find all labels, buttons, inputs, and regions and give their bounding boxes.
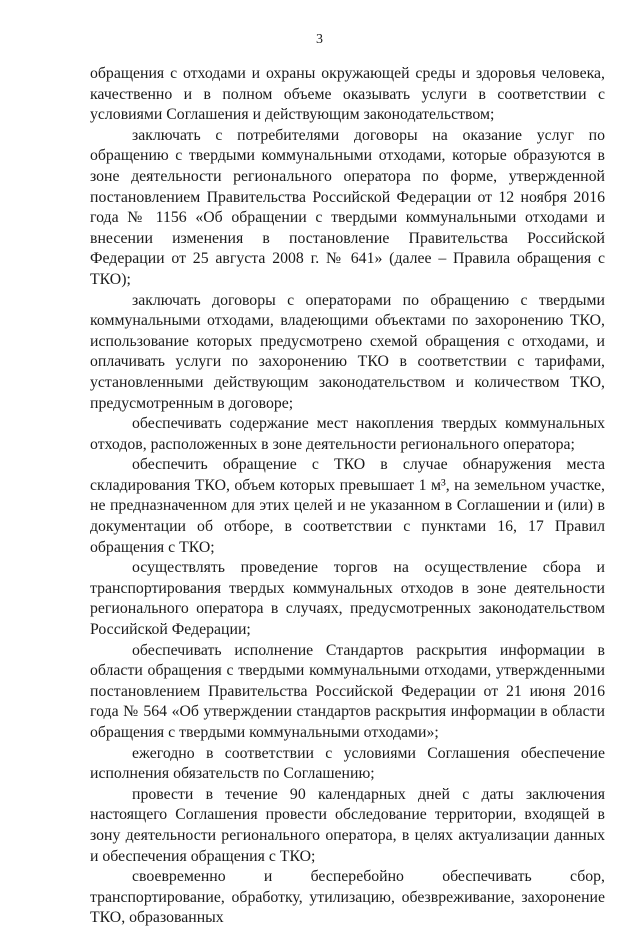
paragraph: обращения с отходами и охраны окружающей среды и здоровья человека, качественно и в полном объеме оказывать услуги в соответствии с условиями Соглашения и действующим законодательством;: [90, 65, 605, 124]
paragraph: обеспечивать исполнение Стандартов раскрытия информации в области обращения с твердыми коммунальными отходами, утвержденными постановлением Правительства Российской Федерации от 21 июня 2016 года № 564 «Об утверждении стандартов раскрытия информации в области обращения с твердыми коммунальными отходами»;: [90, 641, 605, 741]
paragraph: обеспечить обращение с ТКО в случае обнаружения места складирования ТКО, объем которых превышает 1 м³, на земельном участке, не предназначенном для этих целей и не указанном в Соглашении и (или) в документации об отборе, в соответствии с пунктами 16, 17 Правил обращения с ТКО;: [90, 456, 605, 556]
paragraph: заключать с потребителями договоры на оказание услуг по обращению с твердыми коммунальными отходами, которые образуются в зоне деятельности регионального оператора по форме, утвержденной постановлением Правительства Российской Федерации от 12 ноября 2016 года № 1156 «Об обращении с твердыми коммунальными отходами и внесении изменения в постановление Правительства Российской Федерации от 25 августа 2008 г. № 641» (далее – Правила обращения с ТКО);: [90, 126, 605, 288]
page-number: 3: [316, 32, 323, 47]
paragraph: ежегодно в соответствии с условиями Соглашения обеспечение исполнения обязательств по Соглашению;: [90, 744, 605, 783]
paragraph: своевременно и бесперебойно обеспечивать сбор, транспортирование, обработку, утилизацию, обезвреживание, захоронение ТКО, образованных: [90, 868, 605, 927]
paragraph: провести в течение 90 календарных дней с даты заключения настоящего Соглашения провести обследование территории, входящей в зону деятельности регионального оператора, в целях актуализации данных и обеспечения обращения с ТКО;: [90, 785, 605, 865]
paragraph: обеспечивать содержание мест накопления твердых коммунальных отходов, расположенных в зоне деятельности регионального оператора;: [90, 415, 605, 453]
paragraph: осуществлять проведение торгов на осуществление сбора и транспортирования твердых коммунальных отходов в зоне деятельности регионального оператора в случаях, предусмотренных законодательством Российской Федерации;: [90, 559, 605, 639]
paragraph: заключать договоры с операторами по обращению с твердыми коммунальными отходами, владеющими объектами по захоронению ТКО, использование которых предусмотрено схемой обращения с отходами, и оплачивать услуги по захоронению ТКО в соответствии с тарифами, установленными действующим законодательством и количеством ТКО, предусмотренным в договоре;: [90, 291, 605, 412]
document-body: [90, 64, 605, 929]
